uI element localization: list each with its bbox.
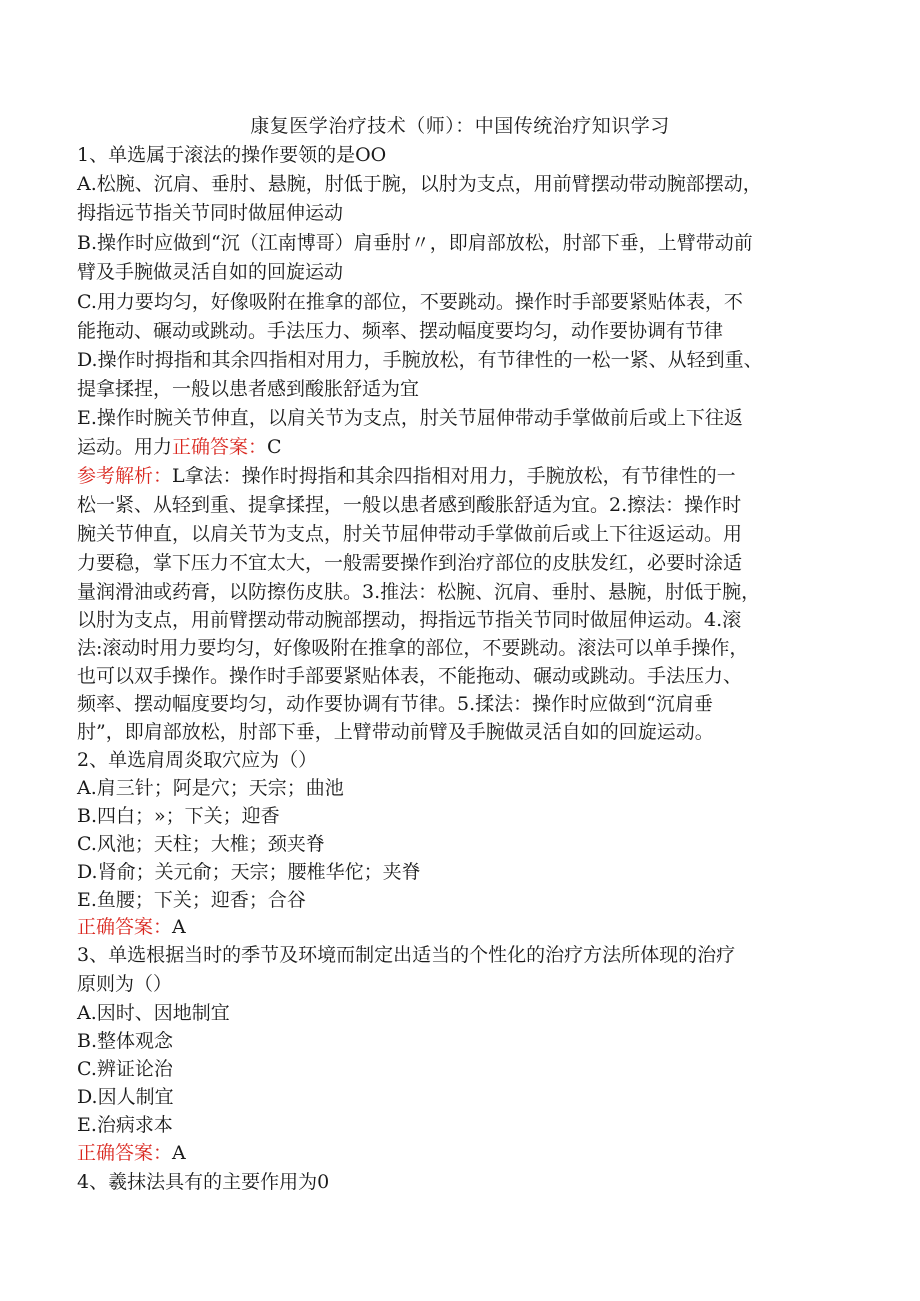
question-3-option-c: C.辨证论治 <box>77 1058 173 1080</box>
question-3-answer-label: 正确答案： <box>77 1142 173 1164</box>
question-2-option-a: A.肩三针；阿是穴；天宗；曲池 <box>77 777 344 799</box>
question-1-option-c-line-2: 能拖动、碾动或跳动。手法压力、频率、摆动幅度要均匀，动作要协调有节律 <box>77 320 724 342</box>
question-1-analysis-line-8: 也可以双手操作。操作时手部要紧贴体表，不能拖动、碾动或跳动。手法压力、 <box>77 665 743 687</box>
question-1-option-d-line-1: D.操作时拇指和其余四指相对用力，手腕放松，有节律性的一松一紧、从轻到重、 <box>77 349 763 371</box>
question-1-analysis-line-6: 以肘为支点，用前臂摆动带动腕部摆动，拇指远节指关节同时做屈伸运动。4.滚 <box>77 609 742 631</box>
question-1-analysis-line-10: 肘”，即肩部放松，肘部下垂，上臂带动前臂及手腕做灵活自如的回旋运动。 <box>77 721 714 743</box>
question-2-answer <box>77 913 186 941</box>
question-3-option-e: E.治病求本 <box>77 1114 173 1136</box>
question-2-option-e: E.鱼腰；下关；迎香；合谷 <box>77 889 306 911</box>
question-3-stem-line-2: 原则为（） <box>77 973 173 995</box>
question-3-option-b: B.整体观念 <box>77 1030 174 1052</box>
question-1-option-e-tail: 运动。用力 <box>77 436 173 458</box>
question-1-option-b-line-1: B.操作时应做到“沉（江南博哥）肩垂肘〃，即肩部放松，肘部下垂，上臂带动前 <box>77 232 753 254</box>
question-1-option-e-line-1: E.操作时腕关节伸直，以肩关节为支点，肘关节屈伸带动手掌做前后或上下往返 <box>77 407 743 429</box>
question-1-analysis-line-1 <box>77 462 736 490</box>
question-2-option-d: D.肾俞；关元俞；天宗；腰椎华佗；夹脊 <box>77 861 421 883</box>
question-2-answer-value: A <box>172 916 186 938</box>
question-1-analysis-line-2: 松一紧、从轻到重、提拿揉捏，一般以患者感到酸胀舒适为宜。2.擦法：操作时 <box>77 494 742 516</box>
question-1-option-a-line-2: 拇指远节指关节同时做屈伸运动 <box>77 202 344 224</box>
question-2-answer-label: 正确答案： <box>77 916 173 938</box>
question-1-option-b-line-2: 臂及手腕做灵活自如的回旋运动 <box>77 261 344 283</box>
question-2-option-b: B.四白；»；下关；迎香 <box>77 805 280 827</box>
question-1-answer-value: C <box>267 436 282 458</box>
question-4-stem: 4、羲抹法具有的主要作用为0 <box>77 1171 330 1193</box>
question-3-answer <box>77 1139 186 1167</box>
question-1-analysis-line-4: 力要稳，掌下压力不宜太大，一般需要操作到治疗部位的皮肤发红，必要时涂适 <box>77 552 743 574</box>
question-1-analysis-label: 参考解析： <box>77 465 173 487</box>
question-2-option-c: C.风池；天柱；大椎；颈夹脊 <box>77 833 325 855</box>
question-1-option-d-line-2: 提拿揉捏，一般以患者感到酸胀舒适为宜 <box>77 378 420 400</box>
question-1-analysis-line-3: 腕关节伸直，以肩关节为支点，肘关节屈伸带动手掌做前后或上下往返运动。用 <box>77 523 743 545</box>
question-1-option-a-line-1: A.松腕、沉肩、垂肘、悬腕，肘低于腕，以肘为支点，用前臂摆动带动腕部摆动， <box>77 173 762 195</box>
question-1-answer-label: 正确答案： <box>172 436 268 458</box>
question-3-stem-line-1: 3、单选根据当时的季节及环境而制定出适当的个性化的治疗方法所体现的治疗 <box>77 944 736 966</box>
question-3-answer-value: A <box>172 1142 186 1164</box>
question-1-analysis-line-7: 法:滚动时用力要均匀，好像吸附在推拿的部位，不要跳动。滚法可以单手操作， <box>77 637 749 659</box>
question-1-analysis-line-9: 频率、摆动幅度要均匀，动作要协调有节律。5.揉法：操作时应做到“沉肩垂 <box>77 693 713 715</box>
question-3-option-d: D.因人制宜 <box>77 1086 174 1108</box>
question-2-stem: 2、单选肩周炎取穴应为（） <box>77 749 318 771</box>
page-title: 康复医学治疗技术（师）：中国传统治疗知识学习 <box>250 115 670 137</box>
question-1-analysis-line-5: 量润滑油或药膏，以防擦伤皮肤。3.推法：松腕、沉肩、垂肘、悬腕，肘低于腕， <box>77 581 761 603</box>
question-1-option-e-line-2 <box>77 433 282 461</box>
question-1-stem: 1、单选属于滚法的操作要领的是OO <box>77 144 387 166</box>
question-3-option-a: A.因时、因地制宜 <box>77 1002 230 1024</box>
question-1-option-c-line-1: C.用力要均匀，好像吸附在推拿的部位，不要跳动。操作时手部要紧贴体表，不 <box>77 291 743 313</box>
question-1-analysis-text: L拿法：操作时拇指和其余四指相对用力，手腕放松，有节律性的一 <box>172 465 736 487</box>
